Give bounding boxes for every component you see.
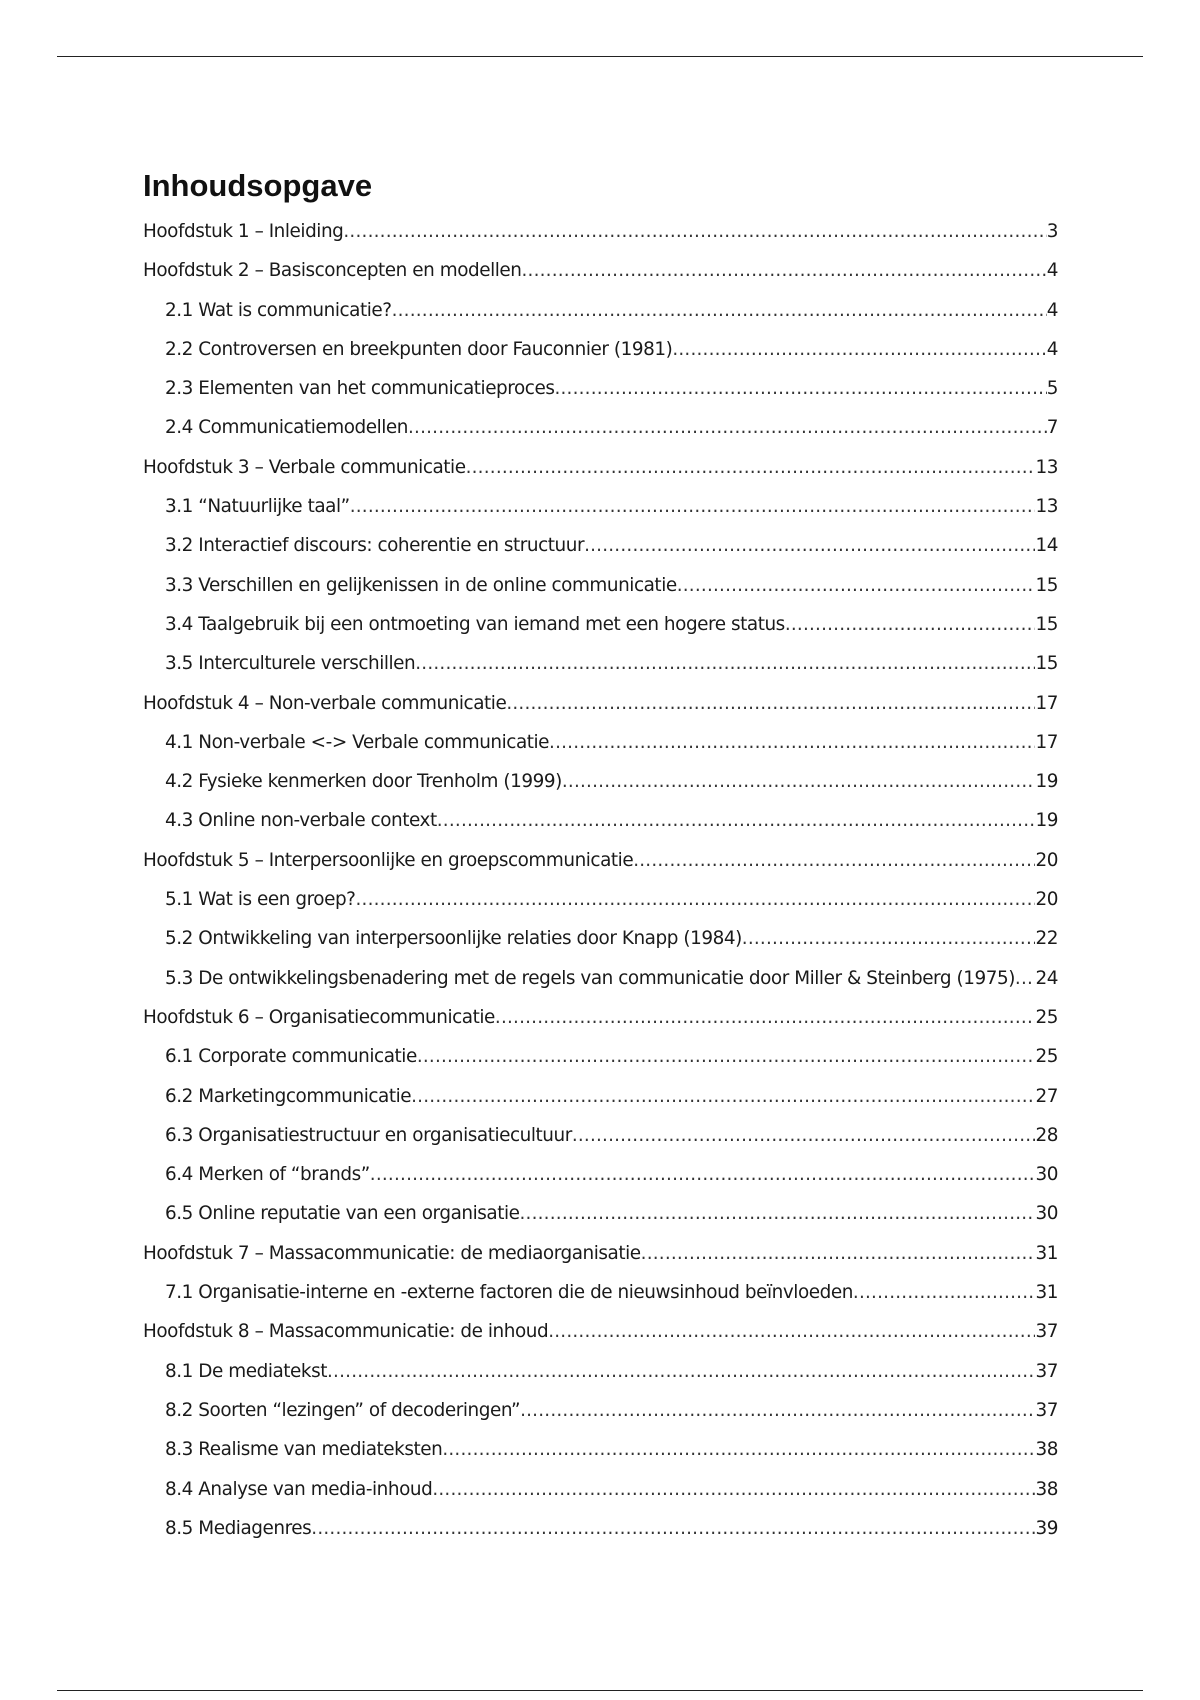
toc-entry-label[interactable]: 3.5 Interculturele verschillen	[165, 653, 416, 675]
toc-entry-label[interactable]: 7.1 Organisatie-interne en -externe factoren die de nieuwsinhoud beïnvloeden	[165, 1282, 853, 1304]
toc-dot-leader	[520, 1391, 1035, 1430]
toc-dot-leader	[392, 291, 1047, 330]
toc-entry-page-number[interactable]: 4	[1046, 299, 1058, 321]
toc-section-entry[interactable]	[143, 1273, 1058, 1312]
toc-entry-page-number[interactable]: 25	[1035, 1046, 1058, 1068]
toc-entry-page-number[interactable]: 13	[1035, 496, 1058, 518]
toc-entry-page-number[interactable]: 15	[1035, 613, 1058, 635]
toc-entry-label[interactable]: 8.4 Analyse van media-inhoud	[165, 1478, 433, 1500]
toc-dot-leader	[742, 919, 1036, 958]
toc-entry-label[interactable]: 4.2 Fysieke kenmerken door Trenholm (1999)	[165, 771, 562, 793]
toc-dot-leader	[350, 487, 1036, 526]
toc-dot-leader	[554, 369, 1046, 408]
toc-section-entry[interactable]	[143, 762, 1058, 801]
toc-dot-leader	[520, 1194, 1036, 1233]
toc-chapter-entry[interactable]	[143, 448, 1058, 487]
toc-dot-leader	[408, 408, 1047, 447]
toc-entry-label[interactable]: 3.2 Interactief discours: coherentie en structuur	[165, 535, 585, 557]
toc-entry-label[interactable]: 6.1 Corporate communicatie	[165, 1046, 417, 1068]
toc-entry-label[interactable]: 5.3 De ontwikkelingsbenadering met de regels van communicatie door Miller & Steinberg (1975)	[165, 967, 1015, 989]
toc-entry-page-number[interactable]: 19	[1035, 771, 1058, 793]
toc-chapter-entry[interactable]	[143, 998, 1058, 1037]
toc-entry-page-number[interactable]: 27	[1035, 1085, 1058, 1107]
toc-entry-page-number[interactable]: 38	[1035, 1478, 1058, 1500]
toc-dot-leader	[1015, 959, 1036, 998]
toc-entry-label[interactable]: 2.1 Wat is communicatie?	[165, 299, 392, 321]
toc-entry-page-number[interactable]: 14	[1035, 535, 1058, 557]
toc-entry-page-number[interactable]: 38	[1035, 1439, 1058, 1461]
toc-entry-label[interactable]: Hoofdstuk 6 – Organisatiecommunicatie	[143, 1006, 495, 1028]
toc-section-entry[interactable]	[143, 1391, 1058, 1430]
toc-section-entry[interactable]	[143, 880, 1058, 919]
toc-entry-page-number[interactable]: 37	[1035, 1321, 1058, 1343]
toc-entry-page-number[interactable]: 31	[1035, 1282, 1058, 1304]
toc-entry-label[interactable]: 3.1 “Natuurlijke taal”	[165, 496, 350, 518]
toc-title: Inhoudsopgave	[143, 168, 373, 203]
toc-chapter-entry[interactable]	[143, 251, 1058, 290]
toc-entry-label[interactable]: 8.3 Realisme van mediateksten	[165, 1439, 443, 1461]
toc-dot-leader	[466, 448, 1036, 487]
toc-chapter-entry[interactable]	[143, 1312, 1058, 1351]
toc-dot-leader	[437, 801, 1036, 840]
toc-dot-leader	[785, 605, 1036, 644]
toc-dot-leader	[633, 841, 1035, 880]
toc-section-entry[interactable]	[143, 723, 1058, 762]
toc-entry-label[interactable]: 4.1 Non-verbale <-> Verbale communicatie	[165, 731, 550, 753]
toc-dot-leader	[343, 212, 1046, 251]
toc-dot-leader	[442, 1430, 1035, 1469]
toc-entry-label[interactable]: 3.3 Verschillen en gelijkenissen in de online communicatie	[165, 574, 677, 596]
toc-entry-label[interactable]: Hoofdstuk 7 – Massacommunicatie: de mediaorganisatie	[143, 1242, 641, 1264]
toc-dot-leader	[677, 566, 1036, 605]
toc-entry-label[interactable]: 6.5 Online reputatie van een organisatie	[165, 1203, 520, 1225]
toc-dot-leader	[549, 723, 1035, 762]
toc-section-entry[interactable]	[143, 959, 1058, 998]
toc-dot-leader	[572, 1116, 1036, 1155]
toc-entry-label[interactable]: 6.4 Merken of “brands”	[165, 1164, 370, 1186]
toc-chapter-entry[interactable]	[143, 1234, 1058, 1273]
toc-section-entry[interactable]	[143, 1155, 1058, 1194]
toc-dot-leader	[432, 1470, 1035, 1509]
toc-section-entry[interactable]	[143, 605, 1058, 644]
toc-section-entry[interactable]	[143, 1116, 1058, 1155]
header-rule	[57, 56, 1143, 57]
toc-section-entry[interactable]	[143, 1352, 1058, 1391]
toc-entry-page-number[interactable]: 24	[1035, 967, 1058, 989]
toc-chapter-entry[interactable]	[143, 212, 1058, 251]
toc-entry-label[interactable]: Hoofdstuk 2 – Basisconcepten en modellen	[143, 260, 522, 282]
toc-entry-page-number[interactable]: 17	[1035, 692, 1058, 714]
toc-entry-label[interactable]: Hoofdstuk 8 – Massacommunicatie: de inhoud	[143, 1321, 549, 1343]
toc-section-entry[interactable]	[143, 369, 1058, 408]
toc-entry-page-number[interactable]: 31	[1035, 1242, 1058, 1264]
toc-dot-leader	[311, 1509, 1035, 1548]
toc-entry-label[interactable]: Hoofdstuk 4 – Non-verbale communicatie	[143, 692, 507, 714]
toc-entry-page-number[interactable]: 7	[1046, 417, 1058, 439]
toc-dot-leader	[562, 762, 1036, 801]
footer-rule	[57, 1690, 1143, 1691]
toc-entry-page-number[interactable]: 19	[1035, 810, 1058, 832]
toc-entry-label[interactable]: 5.1 Wat is een groep?	[165, 889, 356, 911]
toc-section-entry[interactable]	[143, 1037, 1058, 1076]
table-of-contents	[143, 160, 1058, 1548]
toc-entry-page-number[interactable]: 30	[1035, 1203, 1058, 1225]
toc-dot-leader	[417, 1037, 1036, 1076]
toc-dot-leader	[370, 1155, 1036, 1194]
toc-entry-label[interactable]: Hoofdstuk 3 – Verbale communicatie	[143, 456, 466, 478]
toc-entry-page-number[interactable]: 4	[1046, 338, 1058, 360]
toc-entry-page-number[interactable]: 15	[1035, 574, 1058, 596]
toc-entry-label[interactable]: 6.3 Organisatiestructuur en organisatiecultuur	[165, 1124, 572, 1146]
toc-dot-leader	[415, 644, 1035, 683]
toc-dot-leader	[495, 998, 1036, 1037]
toc-section-entry[interactable]	[143, 1194, 1058, 1233]
toc-entry-label[interactable]: 2.3 Elementen van het communicatieproces	[165, 378, 555, 400]
toc-entry-page-number[interactable]: 37	[1035, 1360, 1058, 1382]
toc-entry-label[interactable]: 3.4 Taalgebruik bij een ontmoeting van iemand met een hogere status	[165, 613, 785, 635]
toc-section-entry[interactable]	[143, 1470, 1058, 1509]
toc-entry-page-number[interactable]: 17	[1035, 731, 1058, 753]
toc-entry-label[interactable]: 8.5 Mediagenres	[165, 1517, 312, 1539]
toc-section-entry[interactable]	[143, 1077, 1058, 1116]
toc-entry-page-number[interactable]: 20	[1035, 849, 1058, 871]
toc-section-entry[interactable]	[143, 919, 1058, 958]
toc-section-entry[interactable]	[143, 1430, 1058, 1469]
toc-section-entry[interactable]	[143, 801, 1058, 840]
toc-entry-label[interactable]: 8.1 De mediatekst	[165, 1360, 328, 1382]
toc-chapter-entry[interactable]	[143, 841, 1058, 880]
toc-entry-page-number[interactable]: 5	[1046, 378, 1058, 400]
toc-section-entry[interactable]	[143, 526, 1058, 565]
toc-entry-label[interactable]: 4.3 Online non-verbale context	[165, 810, 437, 832]
toc-dot-leader	[584, 526, 1035, 565]
toc-list	[143, 212, 1058, 1548]
toc-section-entry[interactable]	[143, 291, 1058, 330]
toc-entry-label[interactable]: 8.2 Soorten “lezingen” of decoderingen”	[165, 1399, 521, 1421]
toc-dot-leader	[327, 1352, 1035, 1391]
toc-section-entry[interactable]	[143, 566, 1058, 605]
toc-chapter-entry[interactable]	[143, 684, 1058, 723]
toc-section-entry[interactable]	[143, 330, 1058, 369]
toc-dot-leader	[853, 1273, 1036, 1312]
toc-dot-leader	[672, 330, 1046, 369]
toc-entry-page-number[interactable]: 13	[1035, 456, 1058, 478]
toc-section-entry[interactable]	[143, 408, 1058, 447]
toc-section-entry[interactable]	[143, 1509, 1058, 1548]
toc-entry-label[interactable]: 6.2 Marketingcommunicatie	[165, 1085, 412, 1107]
toc-entry-label[interactable]: 5.2 Ontwikkeling van interpersoonlijke relaties door Knapp (1984)	[165, 928, 742, 950]
toc-entry-page-number[interactable]: 39	[1035, 1517, 1058, 1539]
toc-entry-label[interactable]: 2.2 Controversen en breekpunten door Fauconnier (1981)	[165, 338, 673, 360]
toc-entry-page-number[interactable]: 4	[1046, 260, 1058, 282]
toc-dot-leader	[521, 251, 1046, 290]
toc-dot-leader	[411, 1077, 1035, 1116]
toc-dot-leader	[355, 880, 1035, 919]
toc-entry-label[interactable]: 2.4 Communicatiemodellen	[165, 417, 408, 439]
toc-entry-label[interactable]: Hoofdstuk 1 – Inleiding	[143, 221, 344, 242]
toc-entry-page-number[interactable]: 20	[1035, 889, 1058, 911]
toc-section-entry[interactable]	[143, 644, 1058, 683]
toc-dot-leader	[641, 1234, 1036, 1273]
toc-entry-page-number[interactable]: 15	[1035, 653, 1058, 675]
toc-section-entry[interactable]	[143, 487, 1058, 526]
toc-dot-leader	[506, 684, 1035, 723]
toc-entry-page-number[interactable]: 22	[1035, 928, 1058, 950]
toc-entry-page-number[interactable]: 30	[1035, 1164, 1058, 1186]
toc-entry-page-number[interactable]: 3	[1046, 221, 1058, 242]
toc-dot-leader	[548, 1312, 1035, 1351]
toc-entry-page-number[interactable]: 25	[1035, 1006, 1058, 1028]
toc-entry-label[interactable]: Hoofdstuk 5 – Interpersoonlijke en groepscommunicatie	[143, 849, 634, 871]
toc-entry-page-number[interactable]: 37	[1035, 1399, 1058, 1421]
toc-entry-page-number[interactable]: 28	[1035, 1124, 1058, 1146]
